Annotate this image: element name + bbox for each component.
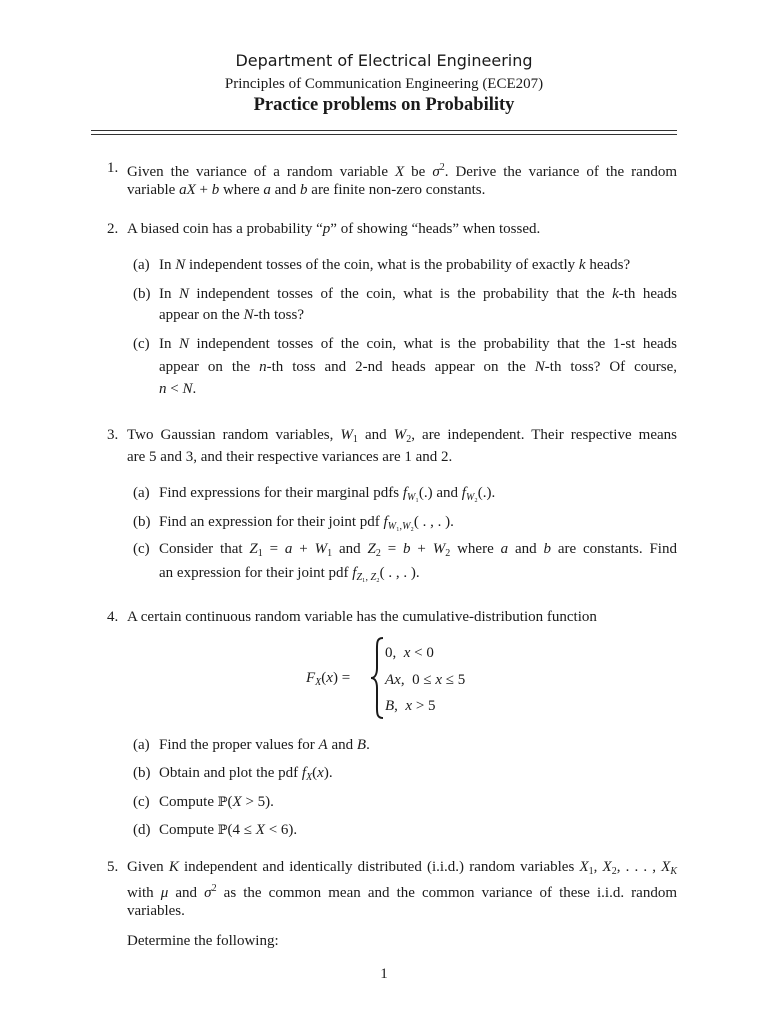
page-number: 1	[380, 966, 388, 982]
problem-3b-text: Find an expression for their joint pdf $f_{W_1,W_2}$( . , . ).	[159, 514, 454, 532]
cdf-case-2: Ax, 0 ≤ x ≤ 5	[385, 672, 466, 688]
problem-2c-line-2: appear on the n-th toss and 2-nd heads appear on the N-th toss? Of course,	[159, 359, 677, 375]
problem-2a-text: In N independent tosses of the coin, what is the probability of exactly k heads?	[159, 257, 631, 273]
problem-4a-text: Find the proper values for A and B.	[159, 737, 370, 753]
problem-3-line-1: Two Gaussian random variables, $W_1$ and $W_2$, are independent. Their respective means	[127, 427, 677, 445]
problem-3b-label: (b)	[133, 514, 151, 530]
cdf-lhs: $F_X(x)$ =	[306, 670, 351, 688]
problem-5-line-2: with μ and $\sigma^2$ as the common mean and the common variance of these i.i.d. random	[127, 883, 677, 901]
problem-4c-text: Compute ℙ(X > 5).	[159, 794, 274, 810]
department-heading: Department of Electrical Engineering	[235, 51, 533, 70]
problem-2c-line-3: n < N.	[159, 381, 197, 397]
problem-4c-label: (c)	[133, 794, 150, 810]
problem-1-line-2: variable aX + b where a and b are finite non-zero constants.	[127, 182, 486, 198]
page-title: Practice problems on Probability	[253, 95, 515, 115]
problem-3-number: 3.	[107, 427, 119, 443]
problem-2b-line-2: appear on the N-th toss?	[159, 307, 304, 323]
problem-3c-line-1: Consider that $Z_1 = a + W_1$ and $Z_2 = b + W_2$ where a and b are constants. Find	[159, 541, 677, 559]
problem-3-line-2: are 5 and 3, and their respective variances are 1 and 2.	[127, 449, 453, 465]
problem-4-number: 4.	[107, 609, 119, 625]
title-rule-top	[91, 130, 677, 131]
problem-2c-line-1: In N independent tosses of the coin, what is the probability that the 1-st heads	[159, 336, 677, 352]
problem-5-line-1: Given K independent and identically distributed (i.i.d.) random variables $X_1$, $X_2$, . . . , $X_K$	[127, 859, 678, 877]
problem-4-intro: A certain continuous random variable has the cumulative-distribution function	[127, 609, 597, 625]
problem-3c-label: (c)	[133, 541, 150, 557]
problem-4d-text: Compute ℙ(4 ≤ X < 6).	[159, 822, 298, 838]
problem-5-line-3: variables.	[127, 903, 185, 919]
problem-3a-label: (a)	[133, 485, 150, 501]
problem-2b-line-1: In N independent tosses of the coin, what is the probability that the k-th heads	[159, 286, 678, 302]
problem-4b-label: (b)	[133, 765, 151, 781]
course-subtitle: Principles of Communication Engineering (ECE207)	[224, 76, 544, 92]
problem-1-number: 1.	[107, 160, 119, 176]
cdf-brace	[369, 636, 385, 720]
cdf-case-3: B, x > 5	[385, 698, 436, 714]
problem-3c-line-2: an expression for their joint pdf $f_{Z_1, Z_2}$( . , . ).	[159, 565, 420, 583]
problem-4d-label: (d)	[133, 822, 151, 838]
problem-4a-label: (a)	[133, 737, 150, 753]
problem-2b-label: (b)	[133, 286, 151, 302]
problem-5-number: 5.	[107, 859, 119, 875]
problem-5-line-4: Determine the following:	[127, 933, 279, 949]
problem-3a-text: Find expressions for their marginal pdfs $f_{W_1}(.)$ and $f_{W_2}(.)$.	[159, 485, 496, 503]
problem-2a-label: (a)	[133, 257, 150, 273]
problem-4b-text: Obtain and plot the pdf $f_X(x)$.	[159, 765, 333, 783]
problem-2-number: 2.	[107, 221, 119, 237]
problem-1-line-1: Given the variance of a random variable X be $\sigma^2$. Derive the variance of the random	[127, 162, 677, 180]
cdf-case-1: 0, x < 0	[385, 645, 434, 661]
problem-2c-label: (c)	[133, 336, 150, 352]
title-rule-bottom	[91, 134, 677, 135]
problem-2-line-1: A biased coin has a probability “p” of showing “heads” when tossed.	[127, 221, 541, 237]
